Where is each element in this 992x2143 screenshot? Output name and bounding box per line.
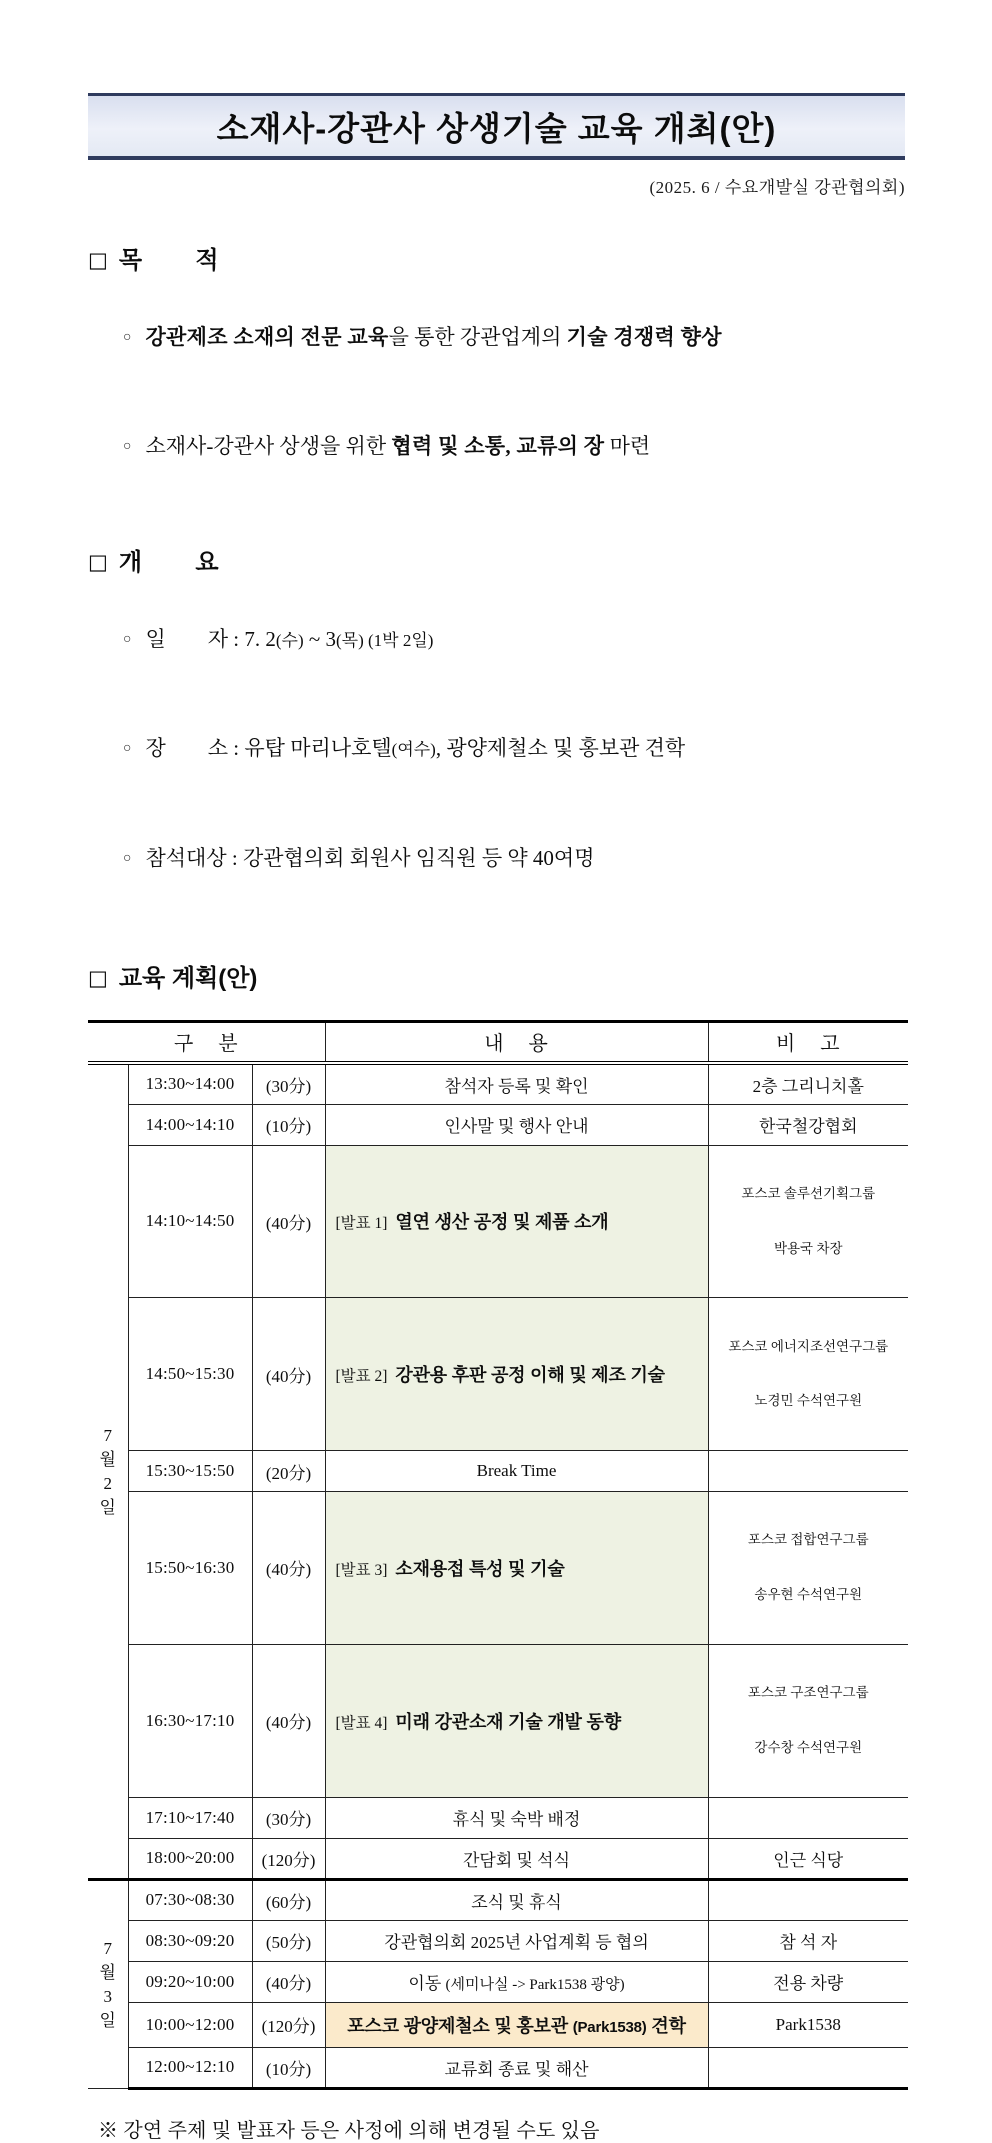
circle-bullet-icon: ○ bbox=[123, 631, 132, 647]
date-label: 일 자 : bbox=[145, 626, 245, 651]
date-weekday-1: (수) bbox=[275, 630, 304, 650]
duration-cell: (10分) bbox=[252, 1104, 325, 1145]
overview-place-line bbox=[88, 702, 905, 797]
remark-cell bbox=[708, 1451, 908, 1492]
schedule-row bbox=[88, 1961, 908, 2002]
content-cell: 교류회 종료 및 해산 bbox=[325, 2047, 708, 2088]
duration-cell: (40分) bbox=[252, 1492, 325, 1645]
time-cell: 13:30~14:00 bbox=[128, 1063, 252, 1104]
day1-label-char: 7 bbox=[103, 1425, 112, 1445]
schedule-row bbox=[88, 1451, 908, 1492]
duration-cell: (60分) bbox=[252, 1879, 325, 1920]
date-duration: (1박 2일) bbox=[363, 630, 434, 650]
presentation-title: 강관용 후판 공정 이해 및 제조 기술 bbox=[395, 1365, 665, 1386]
schedule-row bbox=[88, 1063, 908, 1104]
purpose-item-1-bold-1: 강관제조 소재의 전문 교육 bbox=[145, 324, 389, 349]
duration-cell: (40分) bbox=[252, 1298, 325, 1451]
day1-label-char: 일 bbox=[99, 1497, 116, 1517]
overview-date-line bbox=[88, 592, 905, 687]
place-value-2: , 광양제철소 및 홍보관 견학 bbox=[435, 736, 686, 760]
time-cell: 16:30~17:10 bbox=[128, 1644, 252, 1797]
time-cell: 14:50~15:30 bbox=[128, 1298, 252, 1451]
plan-heading bbox=[88, 958, 905, 993]
overview-attendees-line bbox=[88, 811, 905, 906]
presentation-prefix: [발표 4] bbox=[335, 1714, 388, 1732]
time-cell: 08:30~09:20 bbox=[128, 1920, 252, 1961]
circle-bullet-icon: ○ bbox=[123, 741, 132, 756]
duration-cell: (30分) bbox=[252, 1063, 325, 1104]
content-cell-highlighted-tour bbox=[325, 2002, 708, 2047]
document-title: 소재사-강관사 상생기술 교육 개최(안) bbox=[216, 109, 777, 147]
place-label: 장 소 : bbox=[145, 736, 245, 760]
overview-heading bbox=[88, 542, 905, 577]
schedule-row bbox=[88, 1797, 908, 1838]
content-cell-highlighted bbox=[325, 1145, 708, 1298]
col-header-note: 비 고 bbox=[708, 1021, 908, 1063]
date-value-2: ~ 3 bbox=[303, 626, 337, 651]
place-value-1: 유탑 마리나호텔 bbox=[244, 736, 392, 760]
remark-person: 송우현 수석연구원 bbox=[754, 1587, 863, 1603]
content-cell-highlighted bbox=[325, 1298, 708, 1451]
remark-cell: 2층 그리니치홀 bbox=[708, 1063, 908, 1104]
remark-cell bbox=[708, 1879, 908, 1920]
time-cell: 14:00~14:10 bbox=[128, 1104, 252, 1145]
presentation-title: 소재용접 특성 및 기술 bbox=[395, 1558, 565, 1579]
duration-cell: (20分) bbox=[252, 1451, 325, 1492]
schedule-row-presentation bbox=[88, 1492, 908, 1645]
place-city: (여수) bbox=[391, 740, 436, 759]
col-header-group: 구 분 bbox=[88, 1021, 325, 1063]
remark-cell: 참 석 자 bbox=[708, 1920, 908, 1961]
remark-cell: 한국철강협회 bbox=[708, 1104, 908, 1145]
schedule-row bbox=[88, 1838, 908, 1879]
schedule-row-tour bbox=[88, 2002, 908, 2047]
content-cell: 참석자 등록 및 확인 bbox=[325, 1063, 708, 1104]
day2-label-char: 7 bbox=[103, 1938, 112, 1958]
duration-cell: (50分) bbox=[252, 1920, 325, 1961]
time-cell: 09:20~10:00 bbox=[128, 1961, 252, 2002]
purpose-heading bbox=[88, 240, 905, 275]
time-cell: 12:00~12:10 bbox=[128, 2047, 252, 2088]
day1-label-char: 2 bbox=[103, 1473, 112, 1493]
remark-cell: 전용 차량 bbox=[708, 1961, 908, 2002]
remark-cell bbox=[708, 2047, 908, 2088]
time-cell: 17:10~17:40 bbox=[128, 1797, 252, 1838]
duration-cell: (40分) bbox=[252, 1961, 325, 2002]
presentation-prefix: [발표 1] bbox=[335, 1215, 388, 1233]
remark-person: 박용국 차장 bbox=[773, 1240, 843, 1256]
move-label: 이동 bbox=[408, 1974, 446, 1993]
duration-cell: (120分) bbox=[252, 1838, 325, 1879]
purpose-item-2-text-1: 소재사-강관사 상생을 위한 bbox=[145, 434, 392, 458]
day2-label-char: 일 bbox=[99, 2010, 116, 2030]
remark-cell bbox=[708, 1644, 908, 1797]
duration-cell: (40分) bbox=[252, 1145, 325, 1298]
remark-org: 포스코 솔루션기획그룹 bbox=[741, 1185, 876, 1201]
day2-label-char: 3 bbox=[103, 1986, 112, 2006]
col-header-content: 내 용 bbox=[325, 1021, 708, 1063]
remark-org: 포스코 접합연구그룹 bbox=[747, 1532, 869, 1548]
remark-person: 강수창 수석연구원 bbox=[754, 1739, 863, 1755]
tour-title-2: 견학 bbox=[646, 2015, 686, 2036]
square-bullet-icon: □ bbox=[88, 550, 108, 574]
content-cell-highlighted bbox=[325, 1644, 708, 1797]
move-detail: (세미나실 -> Park1538 광양) bbox=[445, 1977, 625, 1993]
content-cell: 휴식 및 숙박 배정 bbox=[325, 1797, 708, 1838]
remark-cell bbox=[708, 1492, 908, 1645]
title-banner bbox=[88, 93, 905, 160]
content-cell-highlighted bbox=[325, 1492, 708, 1645]
schedule-row bbox=[88, 1104, 908, 1145]
time-cell: 14:10~14:50 bbox=[128, 1145, 252, 1298]
content-cell: 강관협의회 2025년 사업계획 등 협의 bbox=[325, 1920, 708, 1961]
content-cell: 조식 및 휴식 bbox=[325, 1879, 708, 1920]
circle-bullet-icon: ○ bbox=[123, 329, 132, 345]
square-bullet-icon: □ bbox=[88, 965, 108, 990]
schedule-row bbox=[88, 1920, 908, 1961]
tour-title-park: (Park1538) bbox=[572, 2018, 647, 2036]
day1-label bbox=[88, 1063, 128, 1879]
remark-org: 포스코 구조연구그룹 bbox=[747, 1685, 869, 1701]
remark-cell bbox=[708, 1145, 908, 1298]
schedule-row-presentation bbox=[88, 1145, 908, 1298]
tour-title-1: 포스코 광양제철소 및 홍보관 bbox=[347, 2015, 573, 2036]
day2-label-char: 월 bbox=[99, 1962, 116, 1982]
presentation-prefix: [발표 2] bbox=[335, 1368, 388, 1386]
presentation-title: 미래 강관소재 기술 개발 동향 bbox=[395, 1711, 621, 1732]
circle-bullet-icon: ○ bbox=[123, 850, 132, 866]
schedule-header-row bbox=[88, 1021, 908, 1063]
overview-heading-label: 개 요 bbox=[118, 549, 219, 576]
purpose-heading-label: 목 적 bbox=[118, 247, 219, 274]
circle-bullet-icon: ○ bbox=[123, 439, 132, 454]
duration-cell: (40分) bbox=[252, 1644, 325, 1797]
schedule-table bbox=[88, 1020, 908, 2090]
purpose-item-2-bold: 협력 및 소통, 교류의 장 bbox=[391, 434, 605, 458]
time-cell: 15:50~16:30 bbox=[128, 1492, 252, 1645]
duration-cell: (30分) bbox=[252, 1797, 325, 1838]
time-cell: 10:00~12:00 bbox=[128, 2002, 252, 2047]
footnote: ※ 강연 주제 및 발표자 등은 사정에 의해 변경될 수도 있음 bbox=[98, 2119, 600, 2142]
date-weekday-2: (목) bbox=[336, 630, 364, 650]
remark-cell bbox=[708, 1797, 908, 1838]
remark-org: 포스코 에너지조선연구그룹 bbox=[728, 1338, 889, 1354]
content-cell-move bbox=[325, 1961, 708, 2002]
time-cell: 07:30~08:30 bbox=[128, 1879, 252, 1920]
remark-cell: 인근 식당 bbox=[708, 1838, 908, 1879]
day2-label bbox=[88, 1879, 128, 2088]
duration-cell: (10分) bbox=[252, 2047, 325, 2088]
document-date-line: (2025. 6 / 수요개발실 강관협의회) bbox=[649, 178, 905, 197]
purpose-item-1 bbox=[88, 290, 905, 385]
remark-person: 노경민 수석연구원 bbox=[754, 1393, 863, 1409]
schedule-row bbox=[88, 2047, 908, 2088]
attendees-label: 참석대상 : bbox=[145, 845, 243, 870]
schedule-row-presentation bbox=[88, 1298, 908, 1451]
plan-heading-label: 교육 계획(안) bbox=[118, 964, 258, 992]
presentation-prefix: [발표 3] bbox=[335, 1561, 388, 1579]
time-cell: 15:30~15:50 bbox=[128, 1451, 252, 1492]
purpose-item-2 bbox=[88, 400, 905, 495]
square-bullet-icon: □ bbox=[88, 248, 108, 272]
schedule-row-presentation bbox=[88, 1644, 908, 1797]
day1-label-char: 월 bbox=[99, 1449, 116, 1469]
duration-cell: (120分) bbox=[252, 2002, 325, 2047]
purpose-item-1-text: 을 통한 강관업계의 bbox=[388, 324, 567, 349]
time-cell: 18:00~20:00 bbox=[128, 1838, 252, 1879]
schedule-row bbox=[88, 1879, 908, 1920]
purpose-item-1-bold-2: 기술 경쟁력 향상 bbox=[566, 324, 722, 349]
content-cell: Break Time bbox=[325, 1451, 708, 1492]
schedule-table-wrap bbox=[88, 1020, 905, 2090]
remark-cell bbox=[708, 1298, 908, 1451]
date-value-1: 7. 2 bbox=[244, 626, 276, 651]
content-cell: 인사말 및 행사 안내 bbox=[325, 1104, 708, 1145]
presentation-title: 열연 생산 공정 및 제품 소개 bbox=[395, 1212, 609, 1233]
content-cell: 간담회 및 석식 bbox=[325, 1838, 708, 1879]
remark-cell: Park1538 bbox=[708, 2002, 908, 2047]
attendees-value: 강관협의회 회원사 임직원 등 약 40여명 bbox=[242, 845, 595, 870]
purpose-item-2-text-2: 마련 bbox=[604, 434, 651, 458]
